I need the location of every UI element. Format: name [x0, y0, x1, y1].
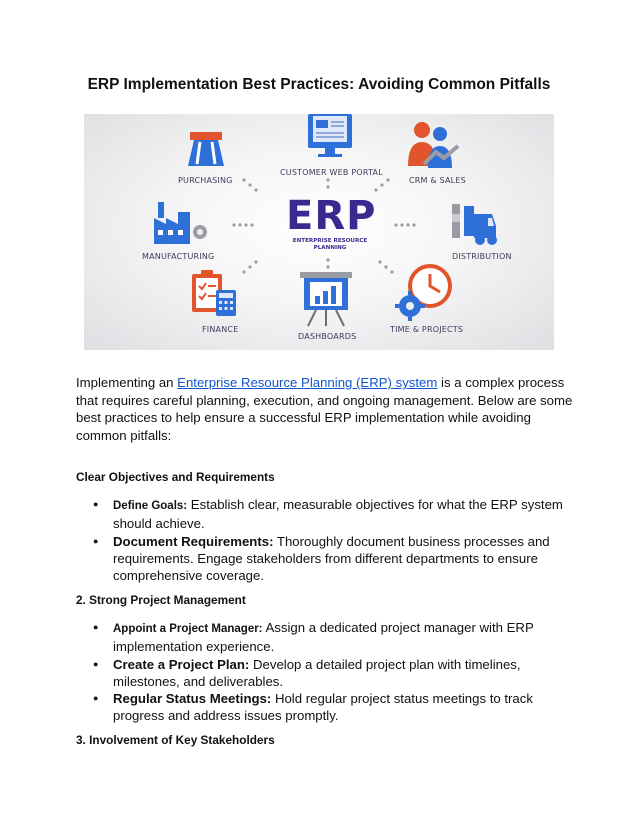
section-heading-objectives: Clear Objectives and Requirements	[76, 470, 275, 484]
objectives-list	[96, 496, 566, 584]
finance-icon	[192, 270, 236, 316]
label-customer-web-portal: CUSTOMER WEB PORTAL	[280, 168, 383, 177]
customer-web-portal-icon	[308, 114, 352, 157]
list-item	[96, 690, 566, 725]
list-item-text: Develop a detailed project plan with timelines, milestones, and deliverables.	[113, 656, 521, 689]
manufacturing-icon	[154, 202, 207, 244]
erp-subtitle-line-2: PLANNING	[313, 244, 347, 251]
intro-paragraph	[76, 374, 576, 444]
list-item-label: Appoint a Project Manager:	[113, 623, 263, 635]
list-item-text: Thoroughly document business processes and requirements. Engage stakeholders from different departments to ensure comprehensive coverage.	[113, 533, 550, 584]
intro-text-after: is a complex process that requires careful planning, execution, and ongoing management. Below are some best practices to help ensure a successful ERP implementation while avoiding common pitfalls:	[76, 375, 573, 443]
section-heading-stakeholders: 3. Involvement of Key Stakeholders	[76, 733, 275, 747]
list-item-label: Create a Project Plan:	[113, 656, 250, 672]
list-item-label: Regular Status Meetings:	[113, 691, 272, 707]
erp-system-link[interactable]: Enterprise Resource Planning (ERP) system	[177, 375, 438, 390]
erp-center-word: ERP	[286, 193, 377, 239]
list-item-text: Assign a dedicated project manager with ERP implementation experience.	[113, 620, 534, 655]
label-time-projects: TIME & PROJECTS	[390, 325, 464, 334]
list-item	[96, 533, 566, 585]
label-purchasing: PURCHASING	[178, 176, 233, 185]
label-crm-sales: CRM & SALES	[409, 176, 466, 185]
label-distribution: DISTRIBUTION	[452, 252, 512, 261]
purchasing-icon	[188, 132, 224, 166]
list-item	[96, 619, 566, 656]
label-manufacturing: MANUFACTURING	[142, 252, 215, 261]
list-item-text: Establish clear, measurable objectives for what the ERP system should achieve.	[113, 497, 563, 532]
section-heading-project-management: 2. Strong Project Management	[76, 593, 246, 607]
erp-subtitle-line-1: ENTERPRISE RESOURCE	[292, 238, 368, 244]
label-finance: FINANCE	[202, 325, 239, 334]
crm-sales-icon	[408, 122, 458, 168]
intro-text-before: Implementing an	[76, 375, 178, 390]
dashboards-icon	[300, 272, 352, 326]
erp-infographic	[84, 114, 554, 350]
list-item-text: Hold regular project status meetings to track progress and address issues promptly.	[113, 691, 533, 724]
time-projects-icon	[395, 266, 450, 321]
distribution-icon	[452, 204, 497, 245]
erp-center-subtitle	[280, 238, 380, 252]
project-management-list	[96, 619, 566, 725]
list-item-label: Document Requirements:	[113, 533, 274, 549]
list-item	[96, 656, 566, 691]
label-dashboards: DASHBOARDS	[298, 332, 357, 341]
document-title: ERP Implementation Best Practices: Avoiding Common Pitfalls	[87, 76, 551, 93]
list-item-label: Define Goals:	[113, 500, 188, 512]
list-item	[96, 496, 566, 533]
